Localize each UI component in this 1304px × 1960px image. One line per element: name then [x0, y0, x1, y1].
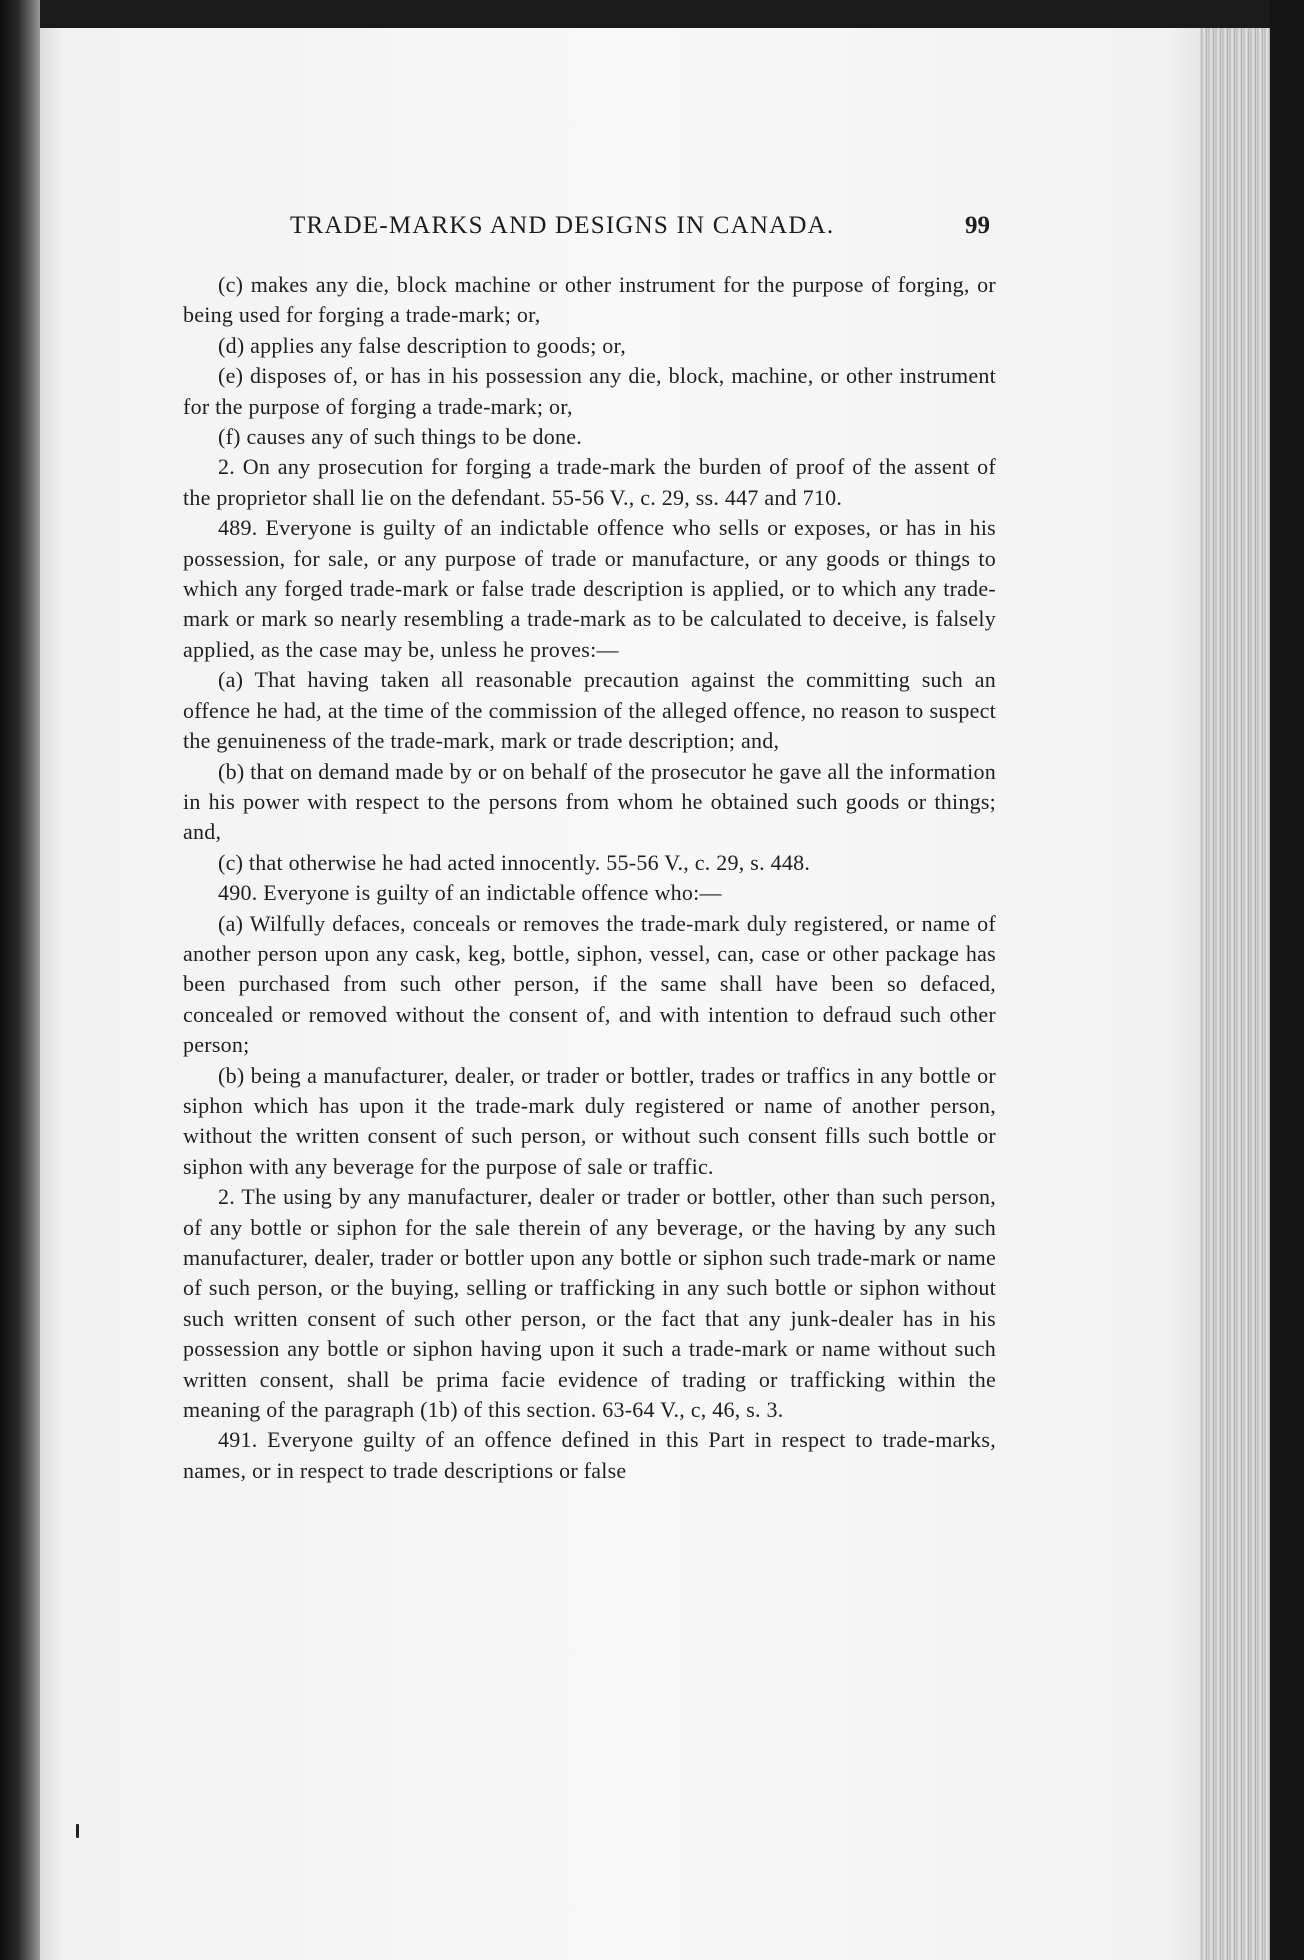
paragraph: 491. Everyone guilty of an offence defined in this Part in respect to trade-marks, names, or in respect to trade descriptions or false: [183, 1427, 996, 1483]
paragraph: (c) makes any die, block machine or other instrument for the purpose of forging, or being used for forging a trade-mark; or,: [183, 272, 996, 328]
paragraph: (d) applies any false description to goods; or,: [218, 332, 626, 358]
paragraph: 489. Everyone is guilty of an indictable offence who sells or exposes, or has in his possession, for sale, or any purpose of trade or manufacture, or any goods or things to which any forged trade-mark or false trade description is applied, or to which any trade-mark or mark so nearly resembling a trade-mark as to be calculated to deceive, is falsely applied, as the case may be, unless he proves:—: [183, 515, 996, 662]
paragraph: (f) causes any of such things to be done.: [218, 424, 582, 450]
paragraph: (a) Wilfully defaces, conceals or removes the trade-mark duly registered, or name of another person upon any cask, keg, bottle, siphon, vessel, can, case or other package has been purchased from such other person, if the same shall have been so defaced, concealed or removed without the consent of, and with intention to defraud such other person;: [183, 910, 996, 1058]
paragraph: (c) that otherwise he had acted innocently. 55-56 V., c. 29, s. 448.: [218, 849, 811, 875]
body-text: [183, 270, 996, 1486]
paragraph: 2. On any prosecution for forging a trade-mark the burden of proof of the assent of the proprietor shall lie on the defendant. 55-56 V., c. 29, ss. 447 and 710.: [183, 454, 996, 510]
paragraph: (b) that on demand made by or on behalf of the prosecutor he gave all the information in his power with respect to the persons from whom he obtained such goods or things; and,: [183, 758, 996, 845]
running-head: TRADE-MARKS AND DESIGNS IN CANADA.: [290, 212, 835, 239]
paragraph: (a) That having taken all reasonable precaution against the committing such an offence he had, at the time of the commission of the alleged offence, no reason to suspect the genuineness of the trade-mark, mark or trade description; and,: [183, 667, 996, 754]
paragraph: 490. Everyone is guilty of an indictable offence who:—: [218, 880, 722, 906]
ink-speck: [76, 1824, 79, 1838]
paragraph: 2. The using by any manufacturer, dealer or trader or bottler, other than such person, of any bottle or siphon for the sale therein of any beverage, or the having by any such manufacturer, dealer, trader or bottler upon any bottle or siphon such trade-mark or name of such person, or the buying, selling or trafficking in any such bottle or siphon without such written consent of such other person, or the fact that any junk-dealer has in his possession any bottle or siphon having upon it such a trade-mark or name without such written consent, shall be prima facie evidence of trading or trafficking within the meaning of the paragraph (1b) of this section. 63-64 V., c, 46, s. 3.: [183, 1184, 996, 1423]
page-header: [190, 212, 990, 252]
page-stack-edge: [1200, 28, 1270, 1960]
scan-border: [1270, 0, 1304, 1960]
binding-edge: [0, 0, 40, 1960]
paragraph: (e) disposes of, or has in his possession any die, block, machine, or other instrument for the purpose of forging a trade-mark; or,: [183, 363, 996, 419]
paragraph: (b) being a manufacturer, dealer, or trader or bottler, trades or traffics in any bottle or siphon which has upon it the trade-mark duly registered or name of another person, without the written consent of such person, or without such consent fills such bottle or siphon with any beverage for the purpose of sale or traffic.: [183, 1062, 996, 1179]
page-number: 99: [965, 212, 990, 239]
